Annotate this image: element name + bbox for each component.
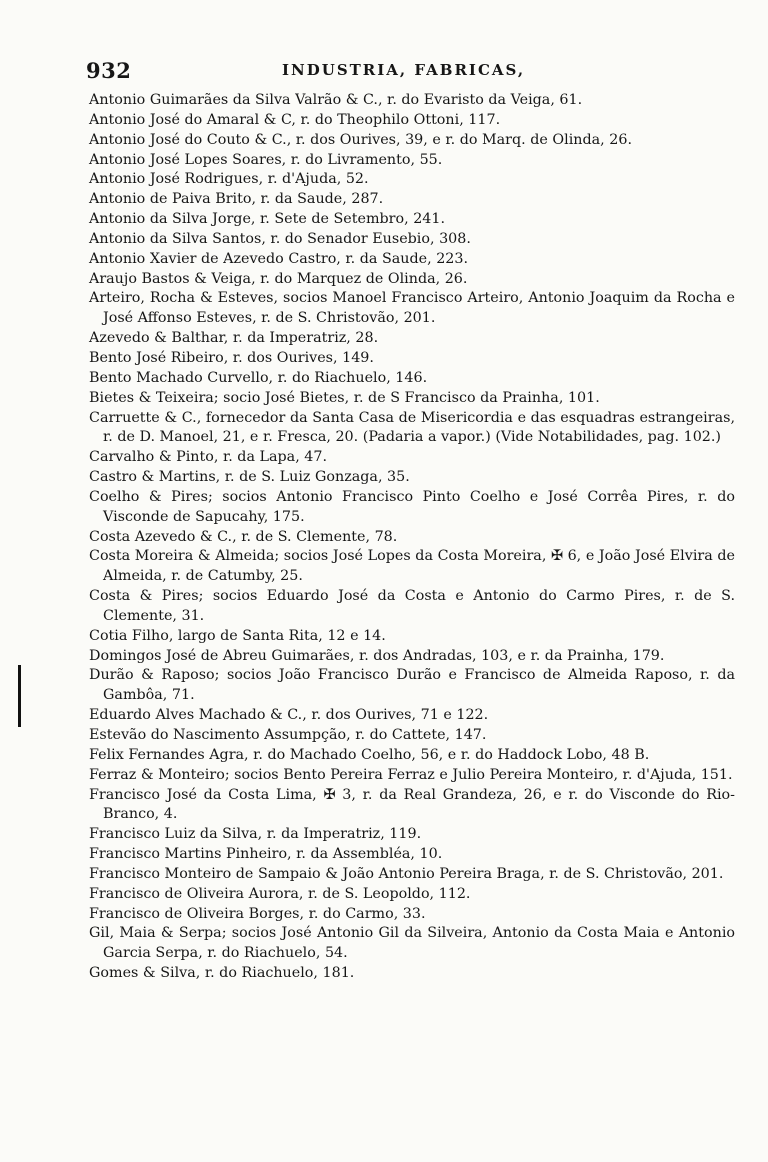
directory-entry: Francisco de Oliveira Aurora, r. de S. Leopoldo, 112. xyxy=(89,885,471,902)
directory-entry: Bietes & Teixeira; socio José Bietes, r. de S Francisco da Prainha, 101. xyxy=(89,389,600,406)
directory-entry: Azevedo & Balthar, r. da Imperatriz, 28. xyxy=(89,330,379,347)
directory-entry: Gomes & Silva, r. do Riachuelo, 181. xyxy=(89,965,355,982)
directory-entry: Eduardo Alves Machado & C., r. dos Ourives, 71 e 122. xyxy=(89,707,489,724)
directory-entry: Arteiro, Rocha & Esteves, socios Manoel Francisco Arteiro, Antonio Joaquim da Rocha e José Affonso Esteves, r. de S. Christovão, 201. xyxy=(89,290,735,327)
running-title: INDUSTRIA, FABRICAS, xyxy=(282,61,526,79)
directory-entry: Francisco Luiz da Silva, r. da Imperatriz, 119. xyxy=(89,826,422,843)
directory-entry: Bento Machado Curvello, r. do Riachuelo, 146. xyxy=(89,369,428,386)
directory-entry: Costa Azevedo & C., r. de S. Clemente, 78. xyxy=(89,528,398,545)
directory-entry: Antonio Guimarães da Silva Valrão & C., r. do Evaristo da Veiga, 61. xyxy=(89,92,583,108)
directory-entry: Coelho & Pires; socios Antonio Francisco Pinto Coelho e José Corrêa Pires, r. do Visconde de Sapucahy, 175. xyxy=(89,488,735,525)
directory-entry: Costa & Pires; socios Eduardo José da Costa e Antonio do Carmo Pires, r. de S. Clemente, 31. xyxy=(89,588,735,624)
directory-entry: Bento José Ribeiro, r. dos Ourives, 149. xyxy=(89,349,374,366)
directory-entry: Ferraz & Monteiro; socios Bento Pereira Ferraz e Julio Pereira Monteiro, r. d'Ajuda, 151. xyxy=(89,766,733,783)
directory-entry: Antonio da Silva Jorge, r. Sete de Setembro, 241. xyxy=(89,211,446,228)
directory-entry: Antonio José do Couto & C., r. dos Ourives, 39, e r. do Marq. de Olinda, 26. xyxy=(89,131,632,148)
directory-entry: Antonio da Silva Santos, r. do Senador Eusebio, 308. xyxy=(89,230,471,247)
directory-entry: Felix Fernandes Agra, r. do Machado Coelho, 56, e r. do Haddock Lobo, 48 B. xyxy=(89,746,650,763)
directory-entry: Costa Moreira & Almeida; socios José Lopes da Costa Moreira, ✠ 6, e João José Elvira de Almeida, r. de Catumby, 25. xyxy=(89,548,735,585)
directory-entry: Carruette & C., fornecedor da Santa Casa de Misericordia e das esquadras estrangeiras, r. de D. Manoel, 21, e r. Fresca, 20. (Padaria a vapor.) (Vide Notabilidades, pag. 102.) xyxy=(89,409,735,446)
directory-entry: Francisco Martins Pinheiro, r. da Assembléa, 10. xyxy=(89,846,443,863)
directory-entries xyxy=(89,91,735,984)
directory-entry: Estevão do Nascimento Assumpção, r. do Cattete, 147. xyxy=(89,727,487,743)
directory-entry: Antonio de Paiva Brito, r. da Saude, 287. xyxy=(89,191,384,208)
directory-entry: Gil, Maia & Serpa; socios José Antonio Gil da Silveira, Antonio da Costa Maia e Antonio Garcia Serpa, r. do Riachuelo, 54. xyxy=(89,925,735,962)
directory-entry: Francisco José da Costa Lima, ✠ 3, r. da Real Grandeza, 26, e r. do Visconde do Rio-Branco, 4. xyxy=(89,786,735,823)
margin-mark xyxy=(18,665,21,727)
directory-entry: Antonio Xavier de Azevedo Castro, r. da Saude, 223. xyxy=(89,250,469,267)
page-number: 932 xyxy=(86,58,132,83)
directory-entry: Araujo Bastos & Veiga, r. do Marquez de Olinda, 26. xyxy=(89,270,468,287)
directory-entry: Durão & Raposo; socios João Francisco Durão e Francisco de Almeida Raposo, r. da Gambôa, 71. xyxy=(89,667,735,704)
directory-entry: Antonio José do Amaral & C, r. do Theophilo Ottoni, 117. xyxy=(89,111,501,128)
directory-entry: Domingos José de Abreu Guimarães, r. dos Andradas, 103, e r. da Prainha, 179. xyxy=(89,647,665,664)
directory-entry: Carvalho & Pinto, r. da Lapa, 47. xyxy=(89,449,328,466)
directory-entry: Francisco de Oliveira Borges, r. do Carmo, 33. xyxy=(89,905,426,922)
directory-entry: Castro & Martins, r. de S. Luiz Gonzaga, 35. xyxy=(89,469,410,486)
directory-entry: Cotia Filho, largo de Santa Rita, 12 e 14. xyxy=(89,627,386,644)
directory-entry: Francisco Monteiro de Sampaio & João Antonio Pereira Braga, r. de S. Christovão, 201. xyxy=(89,865,724,882)
directory-entry: Antonio José Lopes Soares, r. do Livramento, 55. xyxy=(89,151,443,168)
page-header xyxy=(86,58,738,88)
directory-entry: Antonio José Rodrigues, r. d'Ajuda, 52. xyxy=(89,171,369,188)
